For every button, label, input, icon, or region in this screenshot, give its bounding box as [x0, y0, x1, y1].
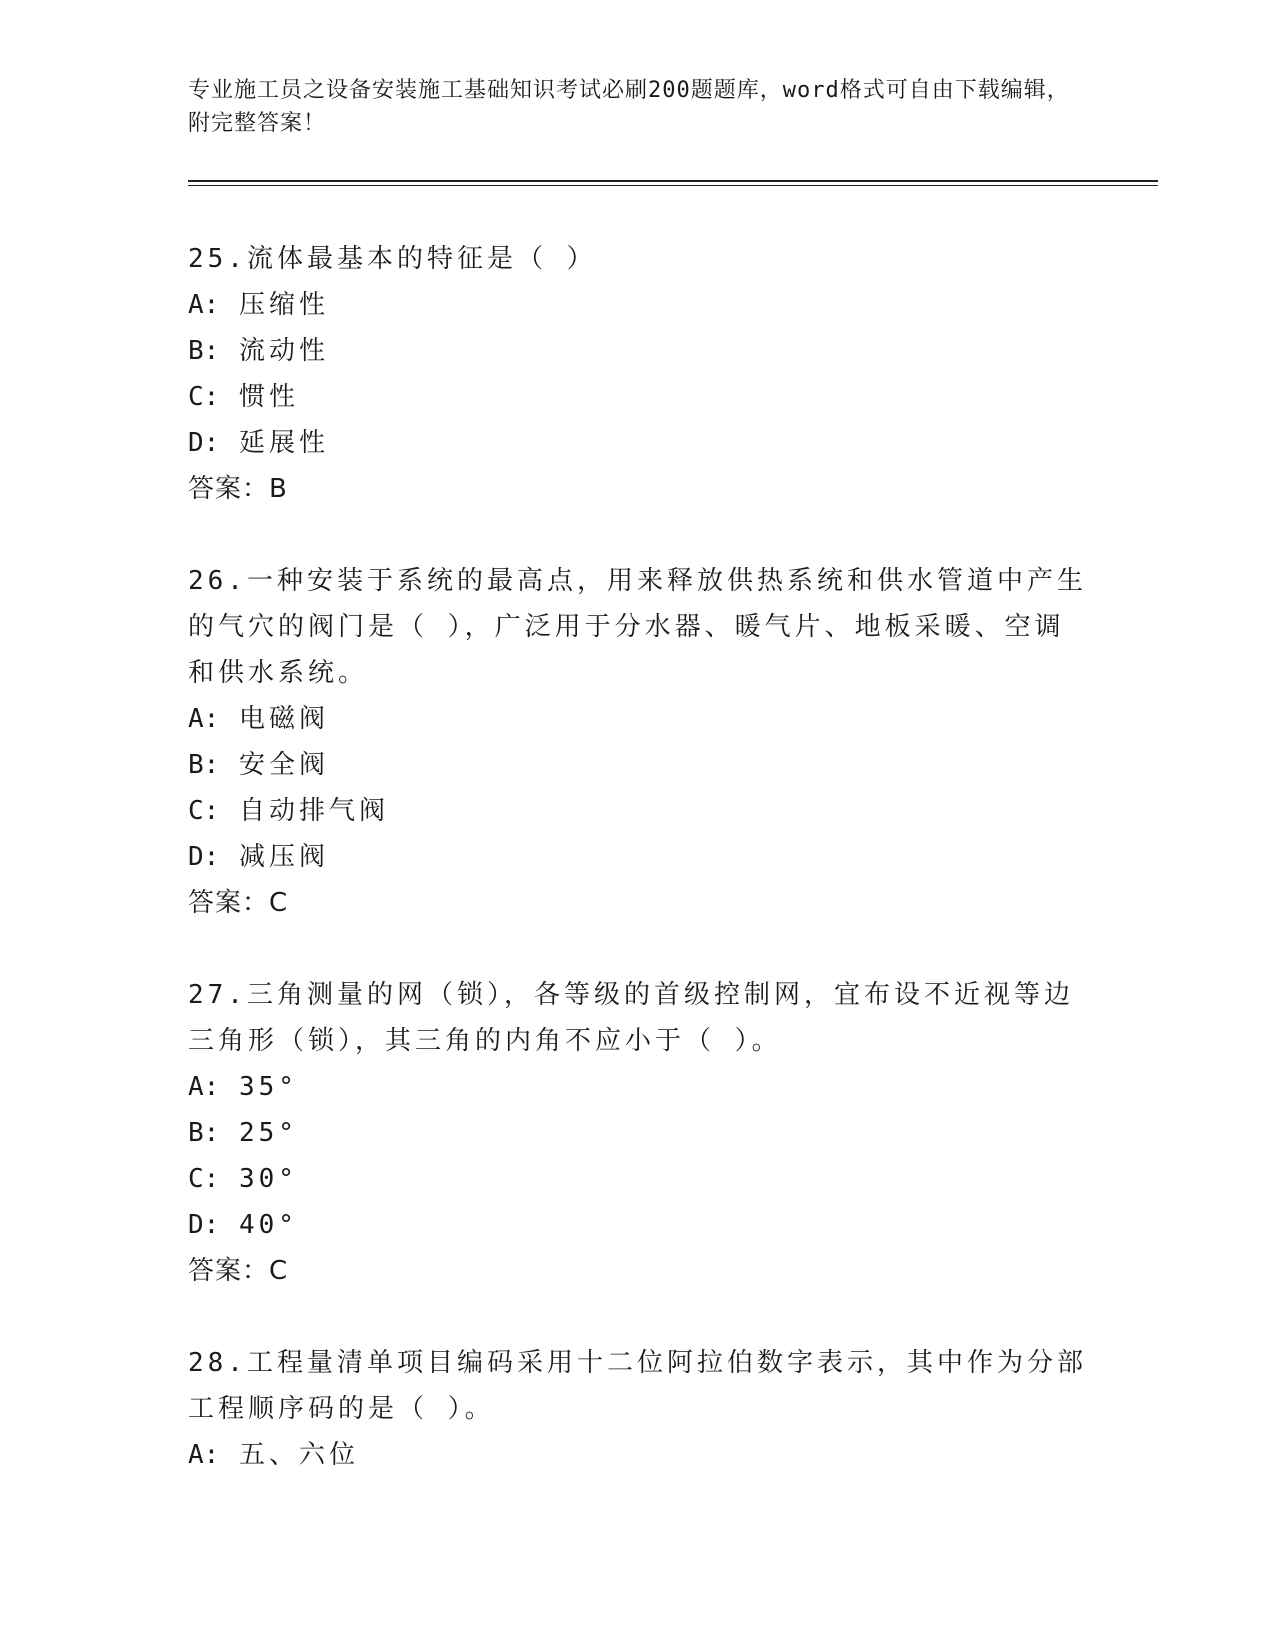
- answer-line: 答案：C: [188, 1256, 289, 1286]
- option-letter: C:: [188, 796, 220, 826]
- answer-line: 答案：C: [188, 888, 289, 918]
- option-letter: D:: [188, 1210, 220, 1240]
- option-letter: A:: [188, 1440, 220, 1470]
- header-rule-thick: [188, 180, 1158, 182]
- option-text: 35°: [238, 1072, 298, 1102]
- question-stem: 28.工程量清单项目编码采用十二位阿拉伯数字表示，其中作为分部工程顺序码的是（ ）。: [188, 1348, 1087, 1424]
- option-text: 30°: [238, 1164, 298, 1194]
- option-a: [188, 282, 1088, 328]
- question-28: [188, 1340, 1088, 1478]
- option-a: [188, 696, 1088, 742]
- option-c: [188, 374, 1088, 420]
- header-rule-thin: [188, 185, 1158, 186]
- option-letter: C:: [188, 382, 220, 412]
- question-26: [188, 558, 1088, 926]
- option-letter: B:: [188, 336, 220, 366]
- option-b: [188, 1110, 1088, 1156]
- option-text: 自动排气阀: [238, 796, 389, 826]
- option-text: 电磁阀: [238, 704, 329, 734]
- option-text: 40°: [238, 1210, 298, 1240]
- option-a: [188, 1064, 1088, 1110]
- option-letter: B:: [188, 1118, 220, 1148]
- option-letter: A:: [188, 1072, 220, 1102]
- option-letter: A:: [188, 290, 220, 320]
- option-text: 安全阀: [238, 750, 329, 780]
- option-text: 减压阀: [238, 842, 329, 872]
- option-a: [188, 1432, 1088, 1478]
- question-25: [188, 236, 1088, 512]
- option-d: [188, 420, 1088, 466]
- option-b: [188, 328, 1088, 374]
- question-stem: 27.三角测量的网（锁），各等级的首级控制网，宜布设不近视等边三角形（锁），其三角的内角不应小于（ ）。: [188, 980, 1074, 1056]
- option-d: [188, 1202, 1088, 1248]
- question-stem: 25.流体最基本的特征是（ ）: [188, 244, 597, 274]
- option-letter: C:: [188, 1164, 220, 1194]
- option-text: 五、六位: [238, 1440, 359, 1470]
- option-text: 流动性: [238, 336, 329, 366]
- option-d: [188, 834, 1088, 880]
- document-header: 专业施工员之设备安装施工基础知识考试必刷200题题库，word格式可自由下载编辑，附完整答案！: [188, 78, 1070, 136]
- option-c: [188, 1156, 1088, 1202]
- option-text: 压缩性: [238, 290, 329, 320]
- option-letter: D:: [188, 428, 220, 458]
- option-letter: B:: [188, 750, 220, 780]
- option-text: 延展性: [238, 428, 329, 458]
- answer-line: 答案：B: [188, 474, 288, 504]
- option-letter: D:: [188, 842, 220, 872]
- option-text: 25°: [238, 1118, 298, 1148]
- option-letter: A:: [188, 704, 220, 734]
- question-stem: 26.一种安装于系统的最高点，用来释放供热系统和供水管道中产生的气穴的阀门是（ ），广泛用于分水器、暖气片、地板采暖、空调和供水系统。: [188, 566, 1087, 688]
- option-text: 惯性: [238, 382, 299, 412]
- option-b: [188, 742, 1088, 788]
- option-c: [188, 788, 1088, 834]
- question-list: [188, 236, 1088, 1524]
- question-27: [188, 972, 1088, 1294]
